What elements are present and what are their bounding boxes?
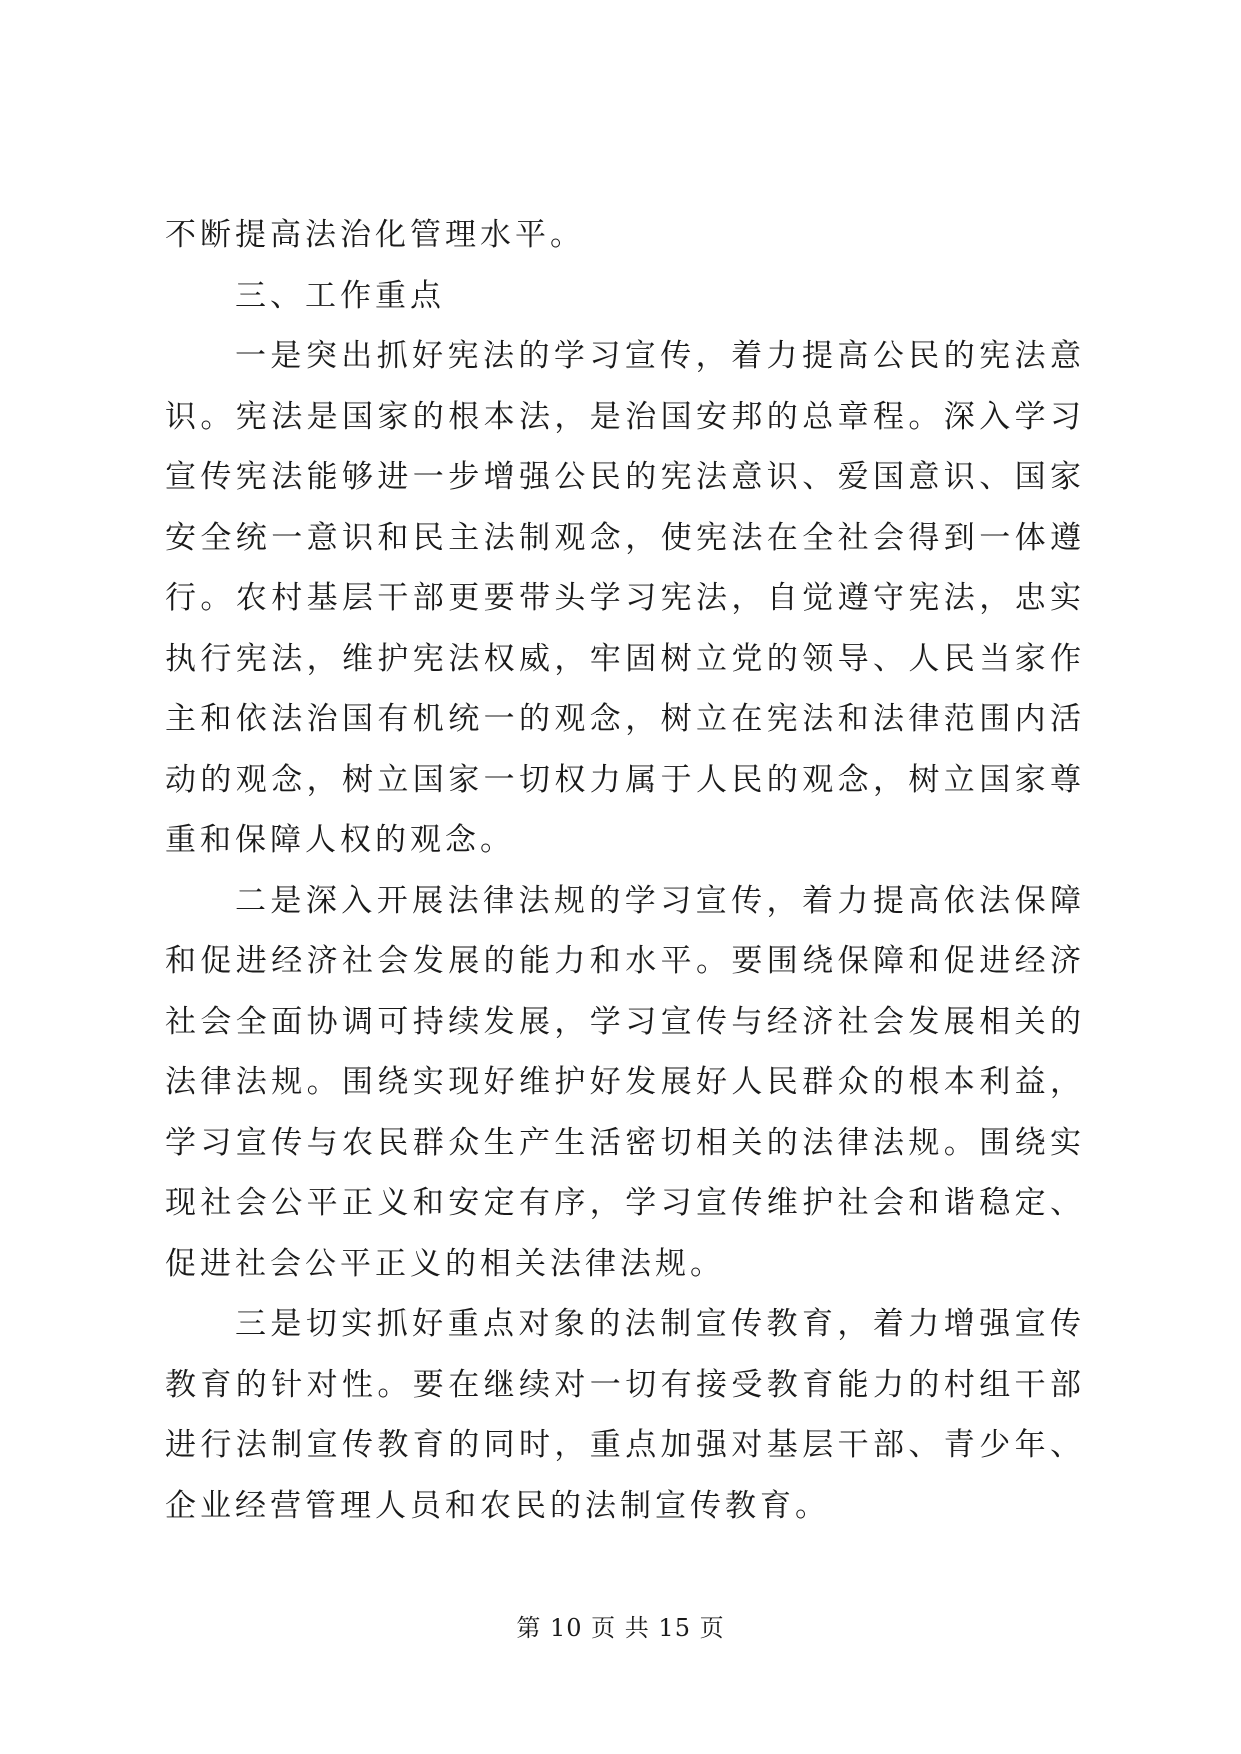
paragraph-continuation: 不断提高法治化管理水平。	[165, 217, 585, 253]
paragraph-constitution: 一是突出抓好宪法的学习宣传，着力提高公民的宪法意识。宪法是国家的根本法，是治国安邦的总章程。深入学习宣传宪法能够进一步增强公民的宪法意识、爱国意识、国家安全统一意识和民主法制观念，使宪法在全社会得到一体遵行。农村基层干部更要带头学习宪法，自觉遵守宪法，忠实执行宪法，维护宪法权威，牢固树立党的领导、人民当家作主和依法治国有机统一的观念，树立在宪法和法律范围内活动的观念，树立国家一切权力属于人民的观念，树立国家尊重和保障人权的观念。	[165, 338, 1085, 858]
document-body	[165, 205, 1085, 1536]
section-heading: 三、工作重点	[235, 277, 445, 314]
page-number-footer: 第 10 页 共 15 页	[516, 1614, 725, 1642]
paragraph-laws-regulations: 二是深入开展法律法规的学习宣传，着力提高依法保障和促进经济社会发展的能力和水平。要围绕保障和促进经济社会全面协调可持续发展，学习宣传与经济社会发展相关的法律法规。围绕实现好维护好发展好人民群众的根本利益，学习宣传与农民群众生产生活密切相关的法律法规。围绕实现社会公平正义和安定有序，学习宣传维护社会和谐稳定、促进社会公平正义的相关法律法规。	[165, 882, 1085, 1282]
paragraph-key-targets: 三是切实抓好重点对象的法制宣传教育，着力增强宣传教育的针对性。要在继续对一切有接受教育能力的村组干部进行法制宣传教育的同时，重点加强对基层干部、青少年、企业经营管理人员和农民的法制宣传教育。	[165, 1306, 1085, 1524]
